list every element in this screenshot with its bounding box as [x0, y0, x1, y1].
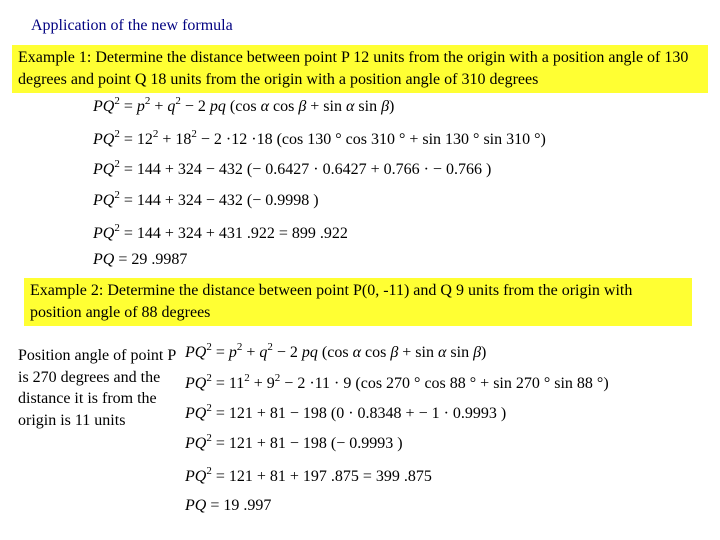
example-2-step: $PQ^2 = 11^2 + 9^2 - 2 \cdot 11 \cdot 9$ (cos 270 ° cos 88 ° + sin 270 ° sin 88 °) — [185, 372, 609, 392]
example-1-result: PQ = 29 .9987 — [93, 251, 188, 268]
example-1-step: $PQ^2 = 144 + 324 - 432$ (− 0.9998 ) — [93, 189, 319, 209]
example-2-step: $PQ^2 = 121 + 81 - 198$ (0 · 0.8348 + − 1 · 0.9993 ) — [185, 402, 507, 422]
example-2-result: PQ = 19 .997 — [185, 497, 272, 514]
slide-title: Application of the new formula — [31, 17, 233, 34]
example-2-prompt-box: Example 2: Determine the distance between point P(0, -11) and Q 9 units from the origin with position angle of 88 degrees — [24, 278, 692, 326]
example-1-step: $PQ^2 = 144 + 324 + 431$ .922 = 899 .922 — [93, 222, 348, 242]
example-2-step: $PQ^2 = p^2 + q^2 - 2$ pq (cos α cos β + sin α sin β) — [185, 341, 487, 361]
example-1-step: $PQ^2 = p^2 + q^2 - 2$ pq (cos α cos β + sin α sin β) — [93, 95, 395, 115]
example-2-step: $PQ^2 = 121 + 81 + 197$ .875 = 399 .875 — [185, 465, 432, 485]
example-2-note: Position angle of point P is 270 degrees and the distance it is from the origin is 11 units — [18, 347, 176, 429]
example-1-step: $PQ^2 = 12^2 + 18^2 - 2 \cdot 12 \cdot 18$ (cos 130 ° cos 310 ° + sin 130 ° sin 310 °) — [93, 128, 546, 148]
example-1-prompt-box: Example 1: Determine the distance between point P 12 units from the origin with a position angle of 130 degrees and point Q 18 units from the origin with a position angle of 310 degrees — [12, 45, 708, 93]
example-1-step: $PQ^2 = 144 + 324 - 432$ (− 0.6427 · 0.6427 + 0.766 · − 0.766 ) — [93, 158, 492, 178]
example-2-step: $PQ^2 = 121 + 81 - 198$ (− 0.9993 ) — [185, 432, 403, 452]
